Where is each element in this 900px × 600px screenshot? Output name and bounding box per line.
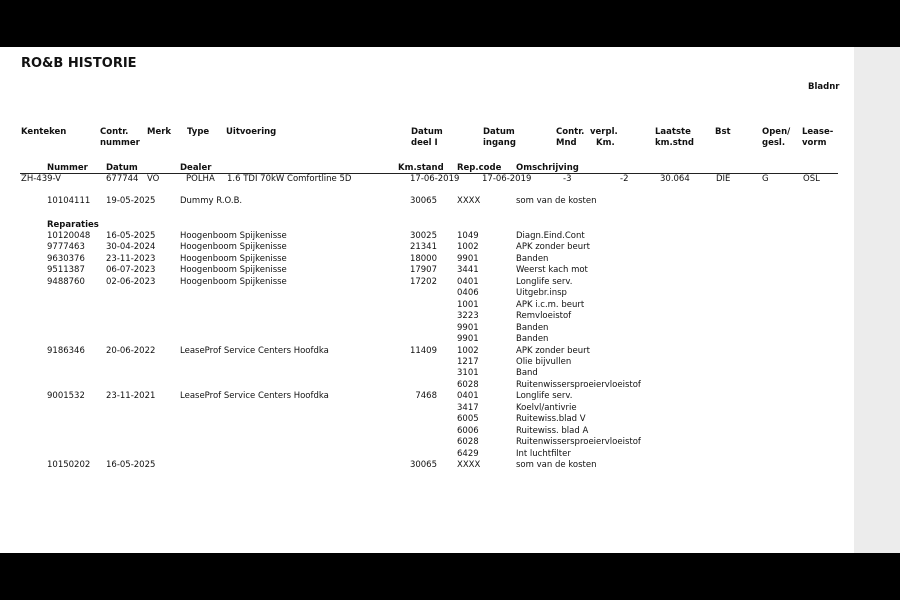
cell-omschrijving: Koelvl/antivrie [516, 402, 577, 413]
cell-datum: 16-05-2025 [106, 231, 156, 241]
cell-code: 3223 [457, 311, 479, 322]
cell-code: 1049 [457, 231, 479, 241]
cell-omschrijving: Ruitewiss. blad A [516, 425, 589, 436]
cell-dealer: LeaseProf Service Centers Hoofdka [180, 391, 329, 402]
cell-code: 1217 [457, 356, 479, 367]
col-lease-vorm-2: vorm [802, 138, 827, 148]
cell-code: 0401 [457, 391, 479, 402]
cell-km: 17907 [409, 265, 437, 276]
vehicle-bst: DIE [716, 174, 731, 184]
cell-code: 6006 [457, 425, 479, 436]
cell-datum: 30-04-2024 [106, 242, 156, 253]
cell-nummer: 9630376 [47, 253, 85, 264]
col-uitvoering: Uitvoering [226, 127, 277, 137]
cell-omschrijving: APK i.c.m. beurt [516, 299, 585, 310]
col-omschrijving: Omschrijving [516, 163, 579, 173]
col-datum-deel-2: deel I [411, 138, 438, 148]
vehicle-contr-mnd: -3 [563, 174, 572, 184]
cell-dealer: LeaseProf Service Centers Hoofdka [180, 345, 329, 356]
cell-code: 6005 [457, 414, 479, 425]
cell-omschrijving: Remvloeistof [516, 311, 572, 322]
cell-datum: 02-06-2023 [106, 276, 156, 287]
cell-km: 30025 [409, 231, 437, 241]
cell-code: 1002 [457, 345, 479, 356]
vehicle-laatste-km: 30.064 [660, 174, 690, 184]
document-page [0, 47, 854, 553]
cell-datum: 16-05-2025 [106, 460, 156, 470]
cell-omschrijving: Banden [516, 334, 549, 345]
side-gutter [854, 47, 900, 553]
cell-code: 0406 [457, 288, 479, 299]
document-title: RO&B HISTORIE [21, 56, 137, 71]
cell-code: 9901 [457, 322, 479, 333]
page-number-label: Bladnr [808, 82, 840, 92]
cell-omschrijving: Longlife serv. [516, 391, 573, 402]
section-label-reparaties: Reparaties [47, 220, 99, 230]
cell-datum: 23-11-2023 [106, 253, 156, 264]
col-verpl-km-1: verpl. [590, 127, 618, 137]
cell-dealer: Hoogenboom Spijkenisse [180, 253, 287, 264]
cell-nummer: 9488760 [47, 276, 85, 287]
cell-nummer: 10120048 [47, 231, 91, 241]
cell-omschrijving: som van de kosten [516, 196, 597, 206]
vehicle-type: POLHA [186, 174, 215, 184]
col-open-gesl-2: gesl. [762, 138, 786, 148]
col-km-stand: Km.stand [398, 163, 444, 173]
cell-omschrijving: Weerst kach mot [516, 265, 588, 276]
cell-dealer: Hoogenboom Spijkenisse [180, 231, 287, 241]
vehicle-datum-deel: 17-06-2019 [410, 174, 460, 184]
cell-datum: 20-06-2022 [106, 345, 156, 356]
cell-nummer: 9777463 [47, 242, 85, 253]
cell-datum: 23-11-2021 [106, 391, 156, 402]
col-contr-mnd-2: Mnd [556, 138, 577, 148]
cell-km: 30065 [409, 460, 437, 470]
cell-omschrijving: Ruitenwissersproeiervloeistof [516, 437, 641, 448]
col-lease-vorm-1: Lease- [802, 127, 834, 137]
cell-code: 6028 [457, 379, 479, 390]
cell-omschrijving: Ruitenwissersproeiervloeistof [516, 379, 641, 390]
cell-dealer: Hoogenboom Spijkenisse [180, 265, 287, 276]
col-bst: Bst [715, 127, 731, 137]
cell-omschrijving: APK zonder beurt [516, 242, 590, 253]
cell-nummer: 9001532 [47, 391, 85, 402]
col-laatste-km-1: Laatste [655, 127, 691, 137]
col-kenteken: Kenteken [21, 127, 67, 137]
cell-km: 18000 [409, 253, 437, 264]
col-open-gesl-1: Open/ [762, 127, 791, 137]
cell-km: 7468 [415, 391, 437, 402]
cell-omschrijving: Longlife serv. [516, 276, 573, 287]
vehicle-contract: 677744 [106, 174, 139, 184]
vehicle-merk: VO [147, 174, 160, 184]
cell-nummer: 9186346 [47, 345, 85, 356]
cell-nummer: 9511387 [47, 265, 85, 276]
cell-code: 9901 [457, 334, 479, 345]
cell-km: 21341 [409, 242, 437, 253]
cell-code: 9901 [457, 253, 479, 264]
vehicle-open-gesl: G [762, 174, 769, 184]
col-datum: Datum [106, 163, 138, 173]
cell-code: 3101 [457, 368, 479, 379]
col-nummer: Nummer [47, 163, 88, 173]
col-contr-mnd-1: Contr. [556, 127, 585, 137]
cell-omschrijving: som van de kosten [516, 460, 597, 470]
col-dealer: Dealer [180, 163, 212, 173]
col-verpl-km-2: Km. [596, 138, 615, 148]
cell-omschrijving: Diagn.Eind.Cont [516, 231, 585, 241]
cell-omschrijving: Ruitewiss.blad V [516, 414, 586, 425]
cell-omschrijving: Banden [516, 322, 549, 333]
cell-code: 1001 [457, 299, 479, 310]
col-contr-nummer-1: Contr. [100, 127, 129, 137]
vehicle-datum-ingang: 17-06-2019 [482, 174, 532, 184]
cell-omschrijving: Uitgebr.insp [516, 288, 567, 299]
cell-nummer: 10104111 [47, 196, 91, 206]
cell-km: 17202 [409, 276, 437, 287]
cell-code: XXXX [457, 460, 481, 470]
col-merk: Merk [147, 127, 172, 137]
col-type: Type [187, 127, 210, 137]
cell-nummer: 10150202 [47, 460, 91, 470]
col-rep-code: Rep.code [457, 163, 502, 173]
cell-code: 6429 [457, 448, 479, 459]
vehicle-kenteken: ZH-439-V [21, 174, 61, 184]
cell-omschrijving: Band [516, 368, 538, 379]
cell-datum: 06-07-2023 [106, 265, 156, 276]
col-contr-nummer-2: nummer [100, 138, 140, 148]
col-datum-ingang-2: ingang [483, 138, 516, 148]
cell-km: 11409 [409, 345, 437, 356]
col-laatste-km-2: km.stnd [655, 138, 694, 148]
cell-datum: 19-05-2025 [106, 196, 156, 206]
cell-code: 6028 [457, 437, 479, 448]
cell-km: 30065 [409, 196, 437, 206]
vehicle-verpl-km: -2 [620, 174, 629, 184]
cell-code: 3441 [457, 265, 479, 276]
cell-code: XXXX [457, 196, 481, 206]
cell-omschrijving: Banden [516, 253, 549, 264]
col-datum-deel-1: Datum [411, 127, 443, 137]
cell-omschrijving: APK zonder beurt [516, 345, 590, 356]
cell-dealer: Hoogenboom Spijkenisse [180, 242, 287, 253]
cell-dealer: Hoogenboom Spijkenisse [180, 276, 287, 287]
col-datum-ingang-1: Datum [483, 127, 515, 137]
cell-dealer: Dummy R.O.B. [180, 196, 243, 206]
vehicle-lease-vorm: OSL [803, 174, 820, 184]
cell-code: 3417 [457, 402, 479, 413]
cell-omschrijving: Olie bijvullen [516, 356, 572, 367]
cell-code: 0401 [457, 276, 479, 287]
vehicle-uitvoering: 1.6 TDI 70kW Comfortline 5D [227, 174, 352, 184]
cell-code: 1002 [457, 242, 479, 253]
cell-omschrijving: Int luchtfilter [516, 448, 571, 459]
